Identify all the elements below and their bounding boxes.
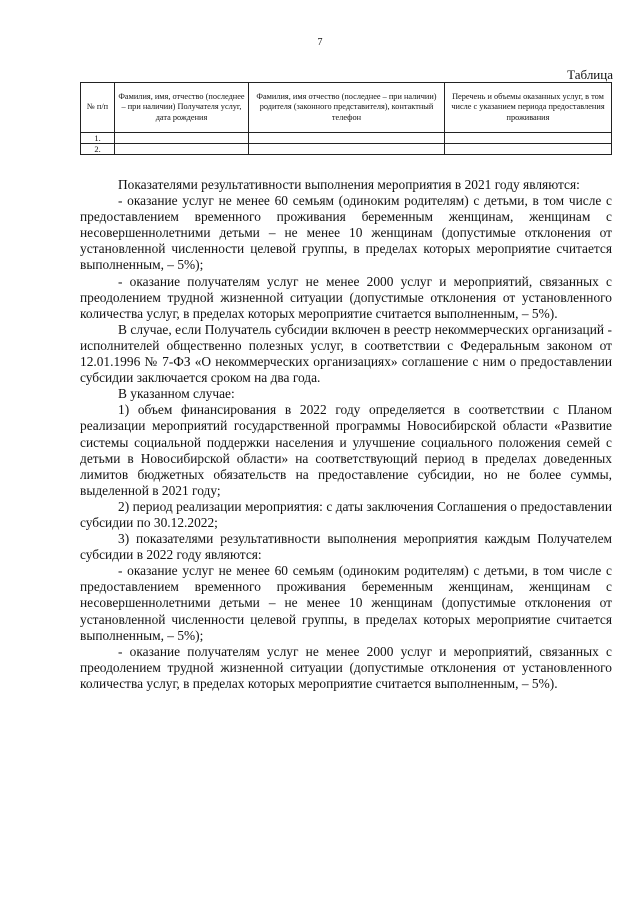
header-parent-name: Фамилия, имя отчество (последнее – при наличии) родителя (законного представителя), контактный телефон	[249, 83, 445, 133]
table-cell	[445, 144, 612, 155]
paragraph-funding-2022: 1) объем финансирования в 2022 году определяется в соответствии с Планом реализации мероприятий государственной программы Новосибирской области «Развитие системы социальной поддержки населения и улучшение социального положения семей с детьми в Новосибирской области» на соответствующий период в пределах доведенных лимитов бюджетных обязательств на предоставление субсидии, но не более суммы, выделенной в 2021 году;	[80, 402, 612, 498]
body-text	[80, 177, 612, 692]
page-number: 7	[317, 37, 323, 48]
paragraph-registry: В случае, если Получатель субсидии включен в реестр некоммерческих организаций - исполнителей общественно полезных услуг, в соответствии с Федеральным законом от 12.01.1996 № 7-ФЗ «О некоммерческих организациях» соглашение с ним о предоставлении субсидии заключается сроком на два года.	[80, 321, 612, 386]
table-row	[81, 144, 612, 155]
paragraph-indicators-2022: 3) показателями результативности выполнения мероприятия каждым Получателем субсидии в 2022 году являются:	[80, 531, 612, 563]
table-caption: Таблица	[567, 67, 613, 82]
table-cell	[115, 133, 249, 144]
table-cell	[445, 133, 612, 144]
table-cell	[249, 144, 445, 155]
paragraph-indicators-2021: Показателями результативности выполнения мероприятия в 2021 году являются:	[118, 177, 580, 192]
header-recipient-name: Фамилия, имя, отчество (последнее – при наличии) Получателя услуг, дата рождения	[115, 83, 249, 133]
table-cell	[249, 133, 445, 144]
table-header-row	[81, 83, 612, 133]
paragraph-in-that-case: В указанном случае:	[118, 386, 235, 402]
table-row	[81, 133, 612, 144]
paragraph-families-2021: - оказание услуг не менее 60 семьям (одиноким родителям) с детьми, в том числе с предоставлением временного проживания беременным женщинам, женщинам с несовершеннолетними детьми – не менее 10 женщинам (допустимые отклонения от установленной численности целевой группы, в пределах которых мероприятие считается выполненным, – 5%);	[80, 193, 612, 273]
header-services-list: Перечень и объемы оказанных услуг, в том числе с указанием периода предоставления проживания	[445, 83, 612, 133]
table-cell: 2.	[81, 144, 115, 155]
paragraph-services-2022: - оказание получателям услуг не менее 2000 услуг и мероприятий, связанных с преодолением трудной жизненной ситуации (допустимые отклонения от установленного количества услуг, в пределах которых мероприятие считается выполненным, – 5%).	[80, 643, 612, 691]
services-table	[80, 82, 612, 155]
paragraph-families-2022: - оказание услуг не менее 60 семьям (одиноким родителям) с детьми, в том числе с предоставлением временного проживания беременным женщинам, женщинам с несовершеннолетними детьми – не менее 10 женщинам (допустимые отклонения от установленной численности целевой группы, в пределах которых мероприятие считается выполненным, – 5%);	[80, 563, 612, 643]
table-cell: 1.	[81, 133, 115, 144]
header-number: № п/п	[81, 83, 115, 133]
paragraph-period: 2) период реализации мероприятия: с даты заключения Соглашения о предоставлении субсидии по 30.12.2022;	[80, 498, 612, 530]
paragraph-services-2021: - оказание получателям услуг не менее 2000 услуг и мероприятий, связанных с преодолением трудной жизненной ситуации (допустимые отклонения от установленного количества услуг, в пределах которых мероприятие считается выполненным, – 5%).	[80, 273, 612, 321]
table-cell	[115, 144, 249, 155]
